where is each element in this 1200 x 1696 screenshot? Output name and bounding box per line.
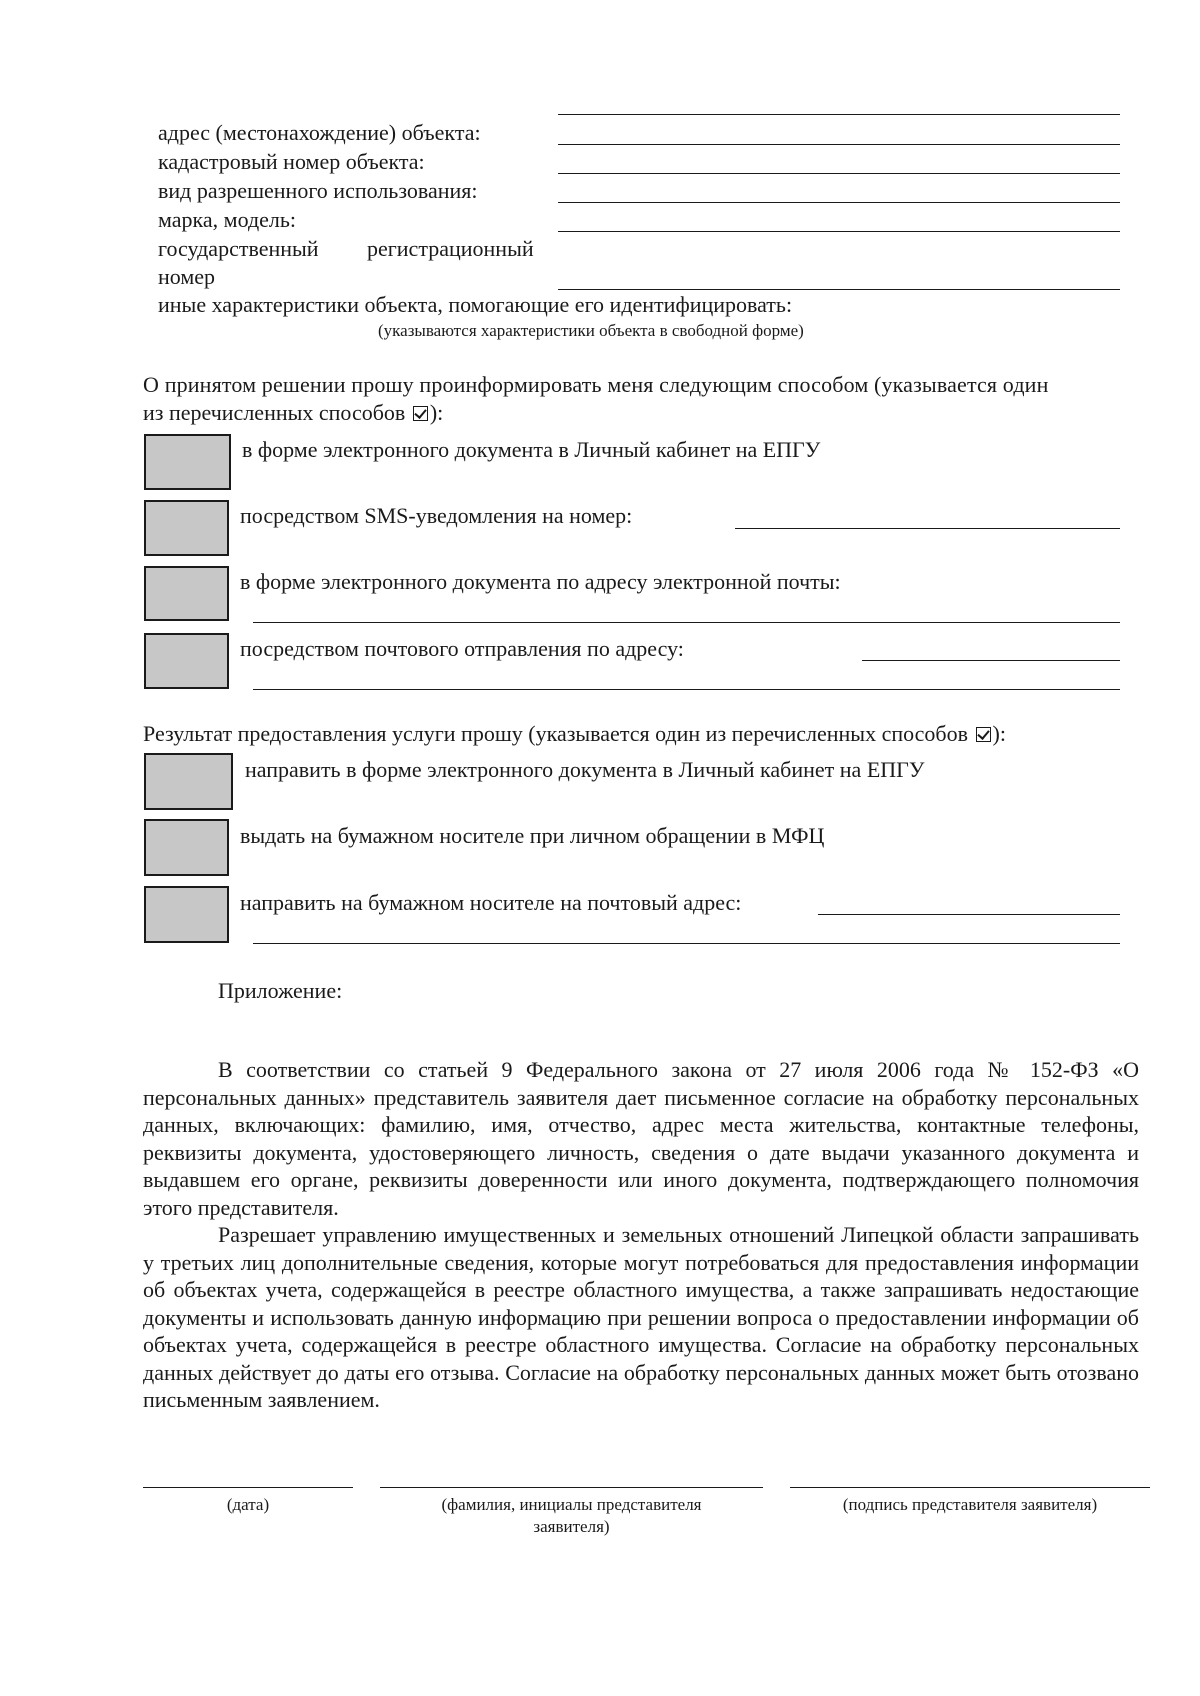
result-checkbox-epgu[interactable]	[144, 753, 233, 810]
consent-text	[143, 1056, 1139, 1414]
result-post-line-1[interactable]	[818, 914, 1120, 915]
brand-model-label: марка, модель:	[158, 207, 297, 232]
name-caption-line1: (фамилия, инициалы представителя	[441, 1495, 702, 1514]
result-checkbox-post[interactable]	[144, 886, 229, 943]
result-post-line-2[interactable]	[253, 943, 1120, 944]
cadastral-line[interactable]	[558, 173, 1120, 174]
post-address-line-1[interactable]	[862, 660, 1120, 661]
sms-number-line[interactable]	[735, 528, 1120, 529]
notify-checkbox-sms[interactable]	[144, 500, 229, 556]
brand-model-line[interactable]	[558, 231, 1120, 232]
notify-checkbox-post[interactable]	[144, 633, 229, 689]
address-line[interactable]	[558, 144, 1120, 145]
permitted-use-label: вид разрешенного использования:	[158, 178, 478, 203]
reg-number-line[interactable]	[558, 289, 1120, 290]
signature-caption: (подпись представителя заявителя)	[842, 1495, 1098, 1514]
address-label: адрес (местонахождение) объекта:	[158, 120, 481, 145]
name-caption-line2: заявителя)	[533, 1517, 610, 1536]
reg-number-label-c: номер	[158, 264, 216, 289]
permitted-use-line[interactable]	[558, 202, 1120, 203]
notify-option-email: в форме электронного документа по адресу электронной почты:	[240, 569, 841, 594]
other-chars-label: иные характеристики объекта, помогающие его идентифицировать:	[158, 292, 793, 317]
post-address-line-2[interactable]	[253, 689, 1120, 690]
attachment-label: Приложение:	[218, 978, 343, 1003]
notify-option-epgu: в форме электронного документа в Личный кабинет на ЕПГУ	[242, 437, 821, 462]
email-line[interactable]	[253, 622, 1120, 623]
result-intro-end: ):	[992, 721, 1006, 746]
reg-number-label-a: государственный	[158, 236, 319, 261]
notify-checkbox-epgu[interactable]	[144, 434, 231, 490]
result-intro-text: Результат предоставления услуги прошу (указывается один из перечисленных способов	[143, 721, 969, 746]
result-option-mfc: выдать на бумажном носителе при личном обращении в МФЦ	[240, 823, 825, 848]
checked-box-icon	[976, 727, 991, 742]
notify-checkbox-email[interactable]	[144, 566, 229, 621]
consent-paragraph-1: В соответствии со статьей 9 Федерального закона от 27 июля 2006 года № 152-ФЗ «О персональных данных» представитель заявителя дает письменное согласие на обработку персональных данных, включающих: фамилию, имя, отчество, адрес места жительства, контактные телефоны, реквизиты документа, удостоверяющего личность, сведения о дате выдачи указанного документа и выдавшем его органе, реквизиты доверенности или иного документа, подтверждающего полномочия этого представителя.	[143, 1057, 1139, 1220]
result-intro	[143, 721, 1006, 747]
field-line-top[interactable]	[558, 114, 1120, 115]
notify-option-post: посредством почтового отправления по адресу:	[240, 636, 684, 661]
notify-intro-end: ):	[429, 400, 444, 425]
checked-box-icon	[413, 406, 428, 421]
notify-intro-text: из перечисленных способов	[143, 400, 406, 425]
result-checkbox-mfc[interactable]	[144, 819, 229, 876]
other-chars-note: (указываются характеристики объекта в свободной форме)	[378, 321, 804, 340]
result-option-epgu: направить в форме электронного документа в Личный кабинет на ЕПГУ	[245, 757, 925, 782]
result-option-post: направить на бумажном носителе на почтовый адрес:	[240, 890, 742, 915]
notify-option-sms: посредством SMS-уведомления на номер:	[240, 503, 633, 528]
notify-intro-line2	[143, 400, 443, 426]
reg-number-label-b: регистрационный	[367, 236, 534, 261]
date-caption: (дата)	[226, 1495, 270, 1514]
consent-paragraph-2: Разрешает управлению имущественных и земельных отношений Липецкой области запрашивать у третьих лиц дополнительные сведения, которые могут потребоваться для предоставления информации об объектах учета, содержащейся в реестре областного имущества, а также запрашивать недостающие документы и использовать данную информацию при решении вопроса о предоставлении информации об объектах учета, содержащейся в реестре областного имущества. Согласие на обработку персональных данных действует до даты его отзыва. Согласие на обработку персональных данных может быть отозвано письменным заявлением.	[143, 1222, 1139, 1412]
name-line[interactable]	[380, 1487, 763, 1488]
signature-line[interactable]	[790, 1487, 1150, 1488]
date-line[interactable]	[143, 1487, 353, 1488]
notify-intro-line1: О принятом решении прошу проинформировать меня следующим способом (указывается один	[143, 372, 1049, 397]
cadastral-label: кадастровый номер объекта:	[158, 149, 425, 174]
